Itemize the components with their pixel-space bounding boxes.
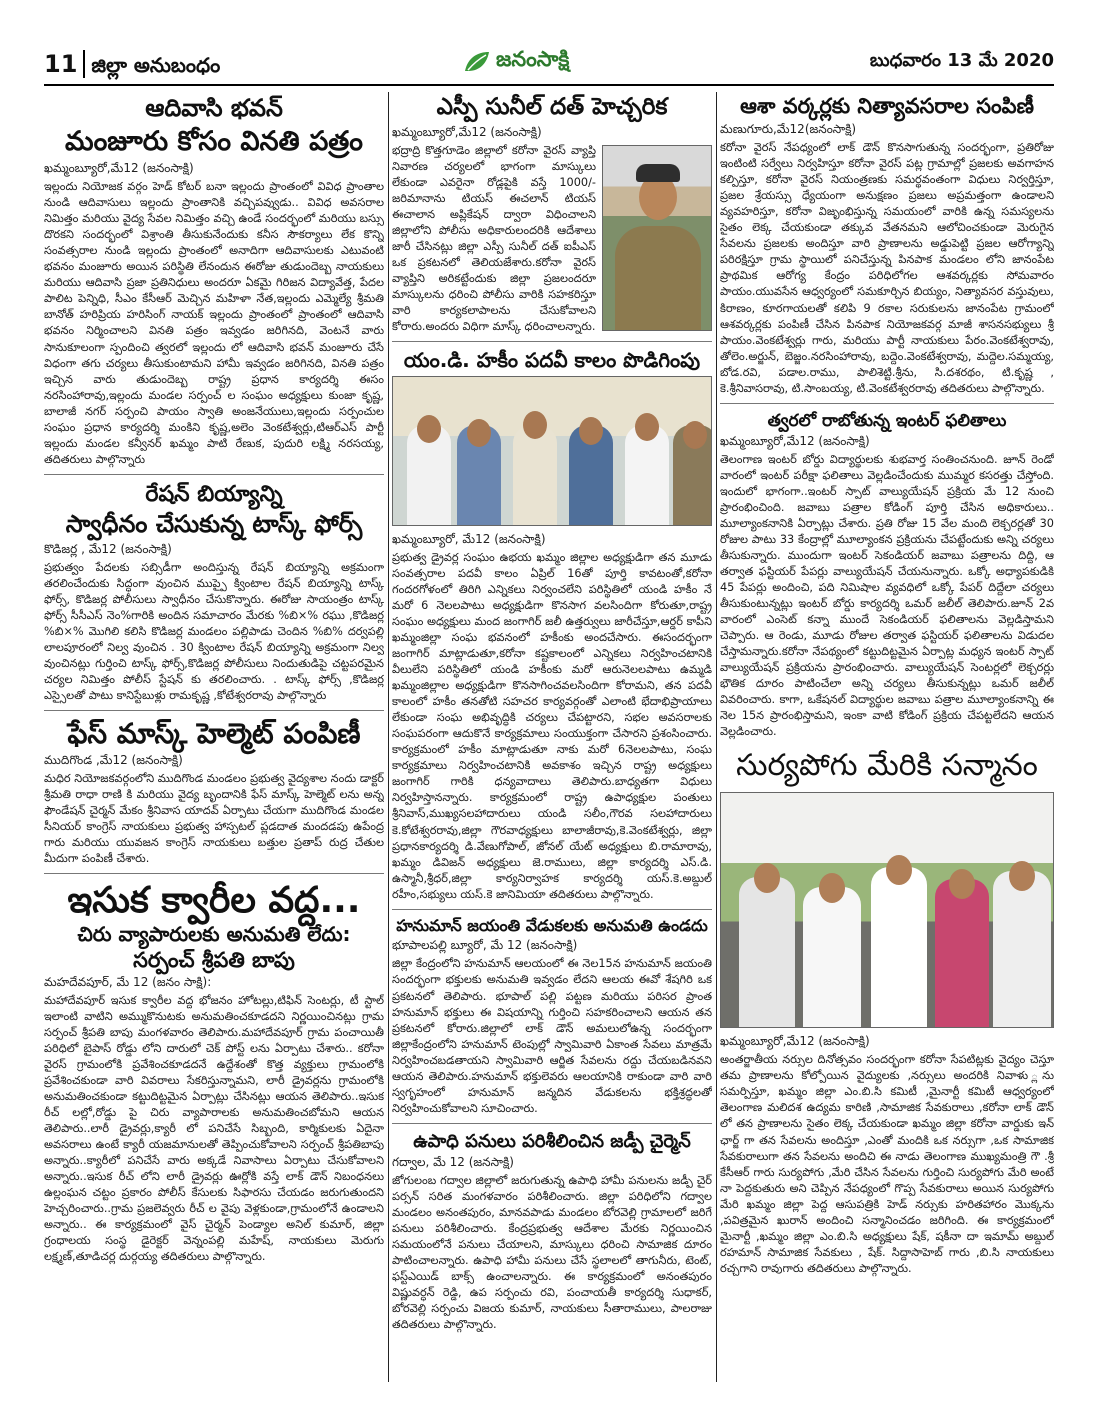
article-adivasi-bhavan [44, 94, 384, 468]
headline: ఆదివాసి భవన్ [145, 94, 283, 122]
dateline: ఖమ్మంబ్యూరో,మే12 (జనంసాక్షి) [720, 1034, 870, 1049]
brand-logo [462, 44, 632, 80]
dateline: ముదిగొండ ,మే12 (జనంసాక్షి) [44, 752, 183, 767]
sub-headline: సర్పంచ్ శ్రీపతి బాపు [133, 947, 295, 972]
leaf-logo-icon [462, 49, 492, 75]
headline: ఎస్పీ సునీల్ దత్ హెచ్చరిక [436, 94, 668, 120]
article-inter-results [720, 410, 1054, 741]
felicitation-photo [720, 792, 1054, 1028]
separator [44, 474, 384, 475]
separator [392, 909, 712, 910]
headline: సుర్యపోగు మేరికి సన్మానం [736, 748, 1038, 784]
section-name: జిల్లా అనుబంధం [91, 53, 221, 77]
article-body: ప్రభుత్వం పేదలకు సబ్సిడీగా అందిస్తున్న రేషన్ బియ్యాన్ని అక్రమంగా తరలించేందుకు సిద్ధంగా వుంచిన ముప్పై క్వింటాల రేషన్ బియ్యాన్ని టాస్క్ ఫోర్స్, కొడిజర్ల పోలీసులు స్వాధీనం చేసుకొన్నారు. ఈరోజు సాయంత్రం టాస్క్ ఫోర్స్ సీసీఎస్ నెం%గారికి అందిన సమాచారం మేరకు %బి×% రఘు ,కొడిజర్ల %బి×% మొగిలి కలిసి కొడిజర్ల మండలం పల్లిపాడు చెందిన %బి% దర్వపల్లి లాలపూరంలో నిల్వ వుంచిన . 30 క్వింటాల రేషన్ బియ్యాన్ని అక్రమంగా నిల్వ వుంచినట్లు గుర్తించి టాస్క్ ఫోర్స్,కొడిజర్ల పోలీసులు నిందుతుడిపై చట్టపరమైన చర్యల నిమిత్తం పోలీస్ స్టేషన్ కు తరలించారు. . టాస్క్ ఫోర్స్ ,కొడిజర్ల ఎస్సైలతో పాటు కానిస్టేబుళ్లు రామకృష్ణ ,కోటేశ్వరరావు పాల్గొన్నారు [44, 561, 384, 703]
sub-headline: చిరు వ్యాపారులకు అనుమతి లేదు: [77, 921, 351, 946]
headline: త్వరలో రాబోతున్న ఇంటర్ ఫలితాలు [767, 410, 1007, 431]
article-body: జోగులంబ గద్వాల జిల్లాలో జరుగుతున్న ఉపాధి హామీ పనులను జడ్పీ చైర్ పర్సన్ సరిత మంగళవారం పరిశీలించారు. జిల్లా పరిధిలోని గద్వాల మండలం అనంతపురం, మానవపాడు మండలం బోరవెల్లి గ్రామాలలో జరిగే పనులు పరిశీలించారు. కేంద్రప్రభుత్వ ఆదేశాల మేరకు నిర్ణయించిన సమయంలోనే పనులు చేయాలని, మాస్కులు ధరించి సామాజిక దూరం పాటించాలన్నారు. ఉపాధి హామీ పనులు చేసే స్థలాలలో తాగునీరు, టెంట్, ఫస్ట్ఎయిడ్ బాక్స్ ఉంచాలన్నారు. ఈ కార్యక్రమంలో అనంతపురం విష్ణువర్ధన్ రెడ్డి, ఉప సర్పంచు రవి, పంచాయతీ కార్యదర్శి సుధాకర్, బోరవెల్లి సర్పంచు విజయ కుమార్, నాయకులు సీతారాములు, పాలరాజు తదితరులు పాల్గొన్నారు. [392, 1174, 712, 1332]
dateline: మహదేవపూర్, మే 12 (జనం సాక్షి): [44, 974, 212, 989]
article-body: కరోనా వైరస్ నేపధ్యంలో లాక్ డౌన్ కొనసాగుతున్న సందర్భంగా, ప్రతిరోజు ఇంటింటి సర్వేలు నిర్వహిస్తూ కరోనా వైరస్ పట్ల గ్రామాల్లో ప్రజలకు అవగాహన కల్పిస్తూ, కరోనా వైరస్ నియంత్రణకు సమర్థవంతంగా విధులు నిర్వర్తిస్తూ, ప్రజల శ్రేయస్సు ధ్యేయంగా అనుక్షణం ప్రజలు అప్రమత్తంగా ఉండాలని వ్యవహరిస్తూ, కరోనా విజృంభిస్తున్న సమయంలో వారికి ఉన్న సమస్యలను సైతం లెక్క చేయకుండా తక్కువ వేతనమని ఆలోచించకుండా మెరుగైన సేవలను ప్రజలకు అందిస్తూ వారి ప్రాణాలను అడ్డుపెట్టి ప్రజల ఆరోగ్యాన్ని పరిరక్షిస్తూ గ్రామ స్థాయిలో పనిచేస్తున్న పినపాక మండలం లోని జానంపేట ప్రాథమిక ఆరోగ్య కేంద్రం పరిధిలోగల ఆశవర్కర్లకు సోమవారం పాయం.యువసేన ఆధ్వర్యంలో సమకూర్చిన బియ్యం, నిత్యావసర వస్తువులు, కిరాణం, కూరగాయలతో కలిపి 9 రకాల సరుకులను జానంపేట గ్రామంలో ఆశవర్కర్లకు పంపిణీ చేసిన పినపాక నియోజకవర్గ మాజీ శాసనసభ్యులు శ్రీ పాయం.వెంకటేశ్వర్లు గారు, మరియు పార్టీ నాయకులు పేరం.వెంకటేశ్వరావు, తోలెం.అర్జున్, బెజ్జం.నరసింహారావు, బద్దెం.వెంకటేశ్వరావు, మద్దెల.సమ్మయ్య, బోడ.రవి, పడాల.రాము, పాలిశెట్టి.శ్రీను, సి.దశరథం, టి.కృష్ణ , కె.శ్రీనివాసరావు, టి.సాంబయ్య, టి.వెంకటేశ్వరరావు తదితరులు పాల్గొన్నారు. [720, 141, 1054, 395]
dateline: ఖమ్మంబ్యూరో,మే12 (జనంసాక్షి) [44, 161, 194, 176]
headline: యం.డి. హకీం పదవీ కాలం పొడిగింపు [403, 347, 701, 372]
article-body: జిల్లా కేంద్రంలోని హనుమాన్ ఆలయంలో ఈ నెల15న హనుమాన్ జయంతి సందర్భంగా భక్తులకు అనుమతి ఇవ్వడం లేదని ఆలయ ఈవో శేషగిరి ఒక ప్రకటనలో తెలిపారు. భూపాల్ పల్లి పట్టణ మరియు పరిసర ప్రాంత హనుమాన్ భక్తులు ఈ విషయాన్ని గుర్తించి సహకరించాలని ఆయన తన ప్రకటనలో కోరారు.జిల్లాలో లాక్ డౌన్ అమలులోఉన్న సందర్భంగా జిల్లాకేంద్రంలోని హనుమాన్ టెంపుల్లో స్వామివారి ఏకాంత సేవలు మాత్రమే నిర్వహించబడతాయని స్వామివారి ఆర్జిత సేవలను రద్దు చేయబడినవని ఆయన తెలిపారు.హనుమాన్ భక్తులెవరు ఆలయానికి రాకుండా వారి వారి స్వగృహంలో హనుమాన్ జన్మదిన వేడుకలను భక్తిశ్రద్ధలతో నిర్వహించుకోవాలని సూచించారు. [392, 957, 712, 1115]
dateline: మణుగూరు,మే12(జనంసాక్షి) [720, 122, 857, 137]
article-sand-quarry [44, 880, 384, 1265]
brand-name: జనంసాక్షి [496, 47, 570, 71]
meeting-photo [392, 376, 712, 526]
column-1 [44, 92, 384, 1382]
page-section [44, 50, 220, 82]
article-body: భద్రాద్రి కొత్తగూడెం జిల్లాలో కరోనా వైరస్ వ్యాప్తి నివారణ చర్యలలో భాగంగా మాస్కులు లేకుండా ఎవరైనా రోడ్లపైకి వస్తే 1000/- జరిమానాను టియస్ ఈచలాన్ టియస్ ఈచాలాన అప్లికేషన్ ద్వారా విధించాలని జిల్లాలోని పోలీసు అధికారులందరికి ఆదేశాలు జారీ చేసినట్లు జిల్లా ఎస్పీ సునీల్ దత్ ఐపీఎస్ ఒక ప్రకటనలో తెలియజేశారు.కరోనా వైరస్ వ్యాప్తిని అరికట్టేందుకు జిల్లా ప్రజలందరూ మాస్కులను ధరించి పోలీసు వారికి సహకరిస్తూ వారి కార్యకలాపాలను చేసుకోవాలని కోరారు.అందరు విధిగా మాస్క్ ధరించాలన్నారు. [392, 143, 596, 333]
article-body: ఇల్లందు నియోజక వర్గం హెడ్ కోటర్ బనా ఇల్లందు ప్రాంతంలో వివిధ ప్రాంతాల నుండి ఆదివాసులు ఇల్లందు ప్రాంతానికి వచ్చిపవ్వుడు.. వివిధ అవసరాల నిమిత్తం మరియు వైద్య సేవల నిమిత్తం వచ్చి ఉండే సందర్భంలో మరియు బస్సు దొరకని సందర్భంలో విశ్రాంతి తీసుకునేందుకు కనీస సౌకర్యాలు లేక కొన్ని సంవత్సరాల నుండి ఇల్లందు ప్రాంతంలో అనాదిగా ఆదివాసులకు ఎటువంటి భవనం మంజూరు అయిన పరిస్థితి లేనందున ఈరోజు తుడుందెబ్బ నాయకులు మరియు ఆదివాసి ప్రజా ప్రతినిధులు అందరూ ఏకమై గిరిజన విద్యావేత్త, పేదల పాలిట పెన్నిధి, సీఎం కేసీఆర్ మెచ్చిన మహిళా నేత,ఇల్లందు ఎమ్మెల్యే శ్రీమతి బానోత్ హరిప్రియ హరిసింగ్ నాయక్ ఇల్లందు ప్రాంతంలో ప్రాంతంలో ఆదివాసి భవనం నిర్మించాలని వినతి పత్రం ఇవ్వడం జరిగినది, వెంటనే వారు సానుకూలంగా స్పందించి త్వరలో ఇల్లందు లో ఆదివాసి భవన్ మంజూరు చేసే విధంగా తగు చర్యలు తీసుకుంటామని హామీ ఇవ్వడం జరిగినది, వినతి పత్రం ఇచ్చిన వారు తుడుందెబ్బ రాష్ట్ర ప్రధాన కార్యదర్శి ఈసం నరసింహారావు,ఇల్లందు మండల సర్పంచ్ ల సంఘం అధ్యక్షులు కుంజా కృష్ణ, బాలాజీ నగర్ సర్పంచి పాయం స్వాతి అంజనేయులు,ఇల్లందు సర్పంచుల సంఘం ప్రధాన కార్యదర్శి మంకిని కృష్ణ,అలెం వెంకటేశ్వర్లు,టిఆర్ఎస్ పార్టీ ఇల్లందు మండల కన్వీనర్ ఖమ్మం పాటి రేణుక, పుదురి లక్ష్మి నరసయ్య, తదితరులు పాల్గొన్నారు [44, 180, 384, 466]
headline: ఉపాధి పనులు పరిశీలించిన జడ్పీ చైర్మెన్ [413, 1130, 691, 1152]
article-asha-workers [720, 94, 1054, 397]
article-body: మధిర నియోజకవర్గంలోని ముదిగొండ మండలం ప్రభుత్వ వైద్యశాల నందు డాక్టర్ శ్రీమతి రాధా రాణి కి మరియు వైద్య బృందానికి ఫేస్ మాస్క్ హెల్మెట్ లను అన్న ఫౌండేషన్ చైర్మన్ మేకం శ్రీనివాస యాదవ్ ఏర్పాటు చేయగా ముదిగొండ మండల సీనియర్ కాంగ్రెస్ నాయకులు ప్రభుత్వ హాస్పటల్ ప్లడదాత మందడపు ఉపేంద్ర గారు మరియు యువజన కాంగ్రెస్ నాయకులు బత్తుల ప్రతాప్ రుద్ర చేతుల మీదుగా పంపిణీ చేశారు. [44, 771, 384, 866]
headline: ఆశా వర్కర్లకు నిత్యావసరాల సంపిణీ [740, 94, 1034, 118]
headline: ఇసుక క్వారీల వద్ద... [67, 880, 361, 922]
column-2 [392, 92, 712, 1382]
article-body: అంతర్జాతీయ నర్సుల దినోత్సవం సందర్భంగా కరోనా సేపటిట్లకు వైద్యం చెస్తూ తమ ప్రాణాలను కోల్పోయిన వైద్యులకు ,నర్సులు అందరికి నివాళు ్లను సమర్పిస్తూ, ఖమ్మం జిల్లా ఎం.బి.సి కమిటీ ,మైనార్టీ కమిటీ ఆధ్వర్యంలో తెలంగాణ మలిదశ ఉద్యమ కారిణి ,సామాజిక సేవకురాలు ,కరోనా లాక్ డౌన్ లో తన ప్రాణాలను సైతం లెక్క చేయకుండా ఖమ్మం జిల్లా కరోనా వార్డుకు ఇన్ ఛార్జ్ గా తన సేవలను అందిస్తూ ,ఎంతో మందికి ఒక నర్సుగా ,ఒక సామాజిక సేవకురాలుగా తన సేవలను అందిచి ఈ నాడు తెలంగాణ ముఖ్యమంత్రి గౌ .శ్రీ కేసీఆర్ గారు సుర్యపోగు ,మేరి చేసిన సేవలను గుర్తించి సుర్యపోగు మేరి అంటే నా పెద్దకుతురు అని చెప్పిన నేపధ్యంలో గొప్ప సేవకురాలు అయిన సుర్యపోగు మేరి ఖమ్మం జిల్లా పెద్ద ఆసుపత్రికి హెడ్ నర్సుకు హరితహారం మొక్కను ,పవిత్రమైన ఖురాన్ అందించి సన్మానించడం జరిగింది. ఈ కార్యక్రమంలో మైనార్టీ ,ఖమ్మం జిల్లా ఎం.బి.సి అధ్యక్షులు షేక్, షకీనా దా ఇమామ్ అబ్దుల్ రహమాన్ సామాజిక సేవకులు , షేక్. సిద్దాసాహెబ్ గారు ,బి.సి నాయకులు రచ్చగాని రావుగారు తదితరులు పాల్గొన్నారు. [720, 1053, 1054, 1275]
separator [720, 403, 1054, 404]
page-number: 11 [44, 50, 85, 78]
article-mary-felicitation [720, 748, 1054, 1276]
masthead [44, 44, 1054, 86]
separator [392, 341, 712, 342]
dateline: ఖమ్మంబ్యూరో,మే12 (జనంసాక్షి) [720, 433, 870, 448]
article-hakeem-tenure [392, 348, 712, 903]
dateline: కొడిజర్ల , మే12 (జనంసాక్షి) [44, 542, 172, 557]
column-divider [388, 92, 389, 1382]
separator [44, 710, 384, 711]
article-ration-rice [44, 481, 384, 705]
headline: హనుమాన్ జయంతి వేడుకలకు అనుమతి ఉండదు [396, 915, 708, 935]
separator [392, 1123, 712, 1124]
article-upadhi-works [392, 1130, 712, 1334]
headline: ఫేస్ మాస్క్ హెల్మెట్ పంపిణీ [67, 717, 361, 751]
article-body: ప్రభుత్వ డ్రైవర్ల సంఘం ఉభయ ఖమ్మం జిల్లాల అధ్యక్షుడిగా తన మూడు సంవత్సరాల పదవీ కాలం ఏప్రిల్ 16తో పూర్తి కావటంతో,కరోనా గందరగోళంలో తిరిగి ఎన్నికలు నిర్వంచలేని పరిస్థితిలో యండి హకీం నే మరో 6 నెలలపాటు అధ్యక్షుడిగా కొనసాగ వలసిందిగా కోరుతూ,రాష్ట్ర సంఘం అధ్యక్షులు మంద జంగాగిర్ జలీ ఉత్తర్వులు జారీచేస్తూ,ఆర్డర్ కాపీని ఖమ్మంజిల్లా సంఘ భవనంలో హకీంకు అందచేసారు. ఈసందర్భంగా జంగాగిర్ మాట్లాడుతూ,కరోనా కష్టకాలంలో ఎన్నికలు నిర్వహించటానికి వీలులేని పరిస్థితిలో యండి హకీంకు మరో ఆరునెలలపాటు ఉమ్మడి ఖమ్మంజిల్లాల అధ్యక్షుడిగా కొనసాగించవలసిందిగా కోరామని, తన పదవీ కాలంలో హకీం తనతోటి సహచర కార్యవర్గంతో ఎలాంటి భేదాభిప్రాయాలు లేకుండా సంఘ అభివృద్ధికి చర్యలు చేపట్టారని, సభల అవసరాలకు సంఘపరంగా ఆదుకొనే కార్యక్రమాలు సంయుక్తంగా చేసారని ప్రశంసించారు. కార్యక్రమంలో హకీం మాట్లాడుతూ నాకు మరో 6నెలలపాటు, సంఘ కార్యక్రమాలు నిర్వహించటానికి అవకాశం ఇచ్చిన రాష్ట్ర అధ్యక్షులు జంగాగిర్ గారికి ధన్యవాదాలు తెలిపారు.బాధ్యతగా విధులు నిర్వహిస్తానన్నారు. కార్యక్రమంలో రాష్ట్ర ఉపాధ్యక్షుల పంతులు శ్రీనివాస్,ముఖ్యసలహాదారులు యండి సలీం,గౌరవ సలహాదారులు కె.కోటేశ్వరరావు,జిల్లా గౌరవాధ్యక్షులు బాలాజీరావు,కె.వెంకటేశ్వర్లు, జిల్లా ప్రధానకార్యదర్శి డి.వేణుగోపాల్, జోనల్ యేట్ అధ్యక్షులు బి.రామారావు, ఖమ్మం డివిజన్ అధ్యక్షులు జె.రాములు, జిల్లా కార్యదర్శి ఎస్.డి. ఉస్మానీ,శ్రీధర్,జిల్లా కార్యనిర్వాహక కార్యదర్శి యస్.కె.అబ్దుల్ రహీం,సభ్యులు యస్.కె జానిమియా తదితరులు పాల్గొన్నారు. [392, 550, 712, 901]
article-face-mask [44, 717, 384, 867]
dateline: ఖమ్మంబ్యూరో, మే12 (జనంసాక్షి) [392, 531, 546, 546]
separator [44, 873, 384, 874]
issue-date: బుధవారం 13 మే 2020 [869, 50, 1054, 71]
column-3 [720, 92, 1054, 1382]
article-hanuman-jayanti [392, 916, 712, 1117]
article-body: మహాదేవపూర్ ఇసుక క్వారీల వద్ద భోజనం హోటల్లు,టిఫిన్ సెంటర్లు, టీ స్టాల్ ఇలాంటి వాటిని అమ్ముకొనుటకు అనుమతించకూడదని నిర్ణయించినట్లు గ్రామ సర్పంచ్ శ్రీపతి బాపు మంగళవారం తెలిపారు.మహాదేవపూర్ గ్రామ పంచాయితీ పరిధిలో బైపాస్ రోడ్డు లోని దారులో చెక్ పోస్ట్ లను ఏర్పాటు చేశారు.. కరోనా వైరస్ గ్రామంలోకి ప్రవేశించకూడదనే ఉద్దేశంతో కొత్త వ్యక్తులు గ్రామంలోకి ప్రవేశించకుండా వారి వివరాలు సేకరిస్తున్నామని, లారీ డ్రైవర్లను గ్రామంలోకి అనుమతించకుండా కట్టుదిట్టమైన ఏర్పాట్లు చేసినట్లు ఆయన తెలిపారు..ఇసుక రీచ్ లల్లో,రోడ్డు పై చిరు వ్యాపారాలకు అనుమతించబోమని ఆయన తెలిపారు..లారీ డ్రైవర్లు,క్యారీ లో పనిచేసే సిబ్బంది, కార్మికులకు ఏదైనా అవసరాలు ఉంటే క్యారీ యజమానులతో తెప్పించుకోవాలని సర్పంచ్ శ్రీపతిబాపు అన్నారు..క్యారీలో పనిచేసే వారు అక్కడే నివాసాలు ఏర్పాటు చేసుకోవాలని అన్నారు..ఇసుక రీచ్ లోని లారీ డ్రైవర్లు ఊర్లోకి వస్తే లాక్ డౌన్ నిబంధనలు ఉల్లంఘన చట్టం ప్రకారం పోలీస్ కేసులకు సిఫారసు చేయడం జరుగుతుందని హెచ్చరించారు..గ్రామ ప్రజలెవ్వరు రీచ్ ల వైపు వెళ్లకుండా,గ్రామంలోనే ఉండాలని అన్నారు.. ఈ కార్యక్రమంలో వైస్ చైర్మన్ పెండ్యాల అనిల్ కుమార్, జిల్లా గ్రంధాలయ సంస్థ డైరెక్టర్ వెన్నంపల్లి మహేష్, నాయకులు మెరుగు లక్ష్మణ్,తూడిచర్ల దుర్గయ్య తదితరులు పాల్గొన్నారు. [44, 993, 384, 1264]
dateline: ఖమ్మంబ్యూరో,మే12 (జనంసాక్షి) [392, 124, 542, 139]
sp-portrait-photo [602, 145, 712, 331]
headline: మంజూరు కోసం వినతి పత్రం [65, 125, 363, 157]
headline: స్వాధీనం చేసుకున్న టాస్క్ ఫోర్స్ [65, 510, 363, 539]
headline: రేషన్ బియ్యాన్ని [145, 481, 283, 507]
dateline: గద్వాల, మే 12 (జనసాక్షి) [392, 1155, 514, 1170]
article-sp-warning [392, 94, 712, 335]
article-body: తెలంగాణ ఇంటర్ బోర్డు విద్యార్థులకు శుభవార్త సంతించనుంది. జూన్ రెండో వారంలో ఇంటర్ పరీక్షా ఫలితాలు వెల్లడించేందుకు ముమ్మర కసరత్తు చేస్తోంది. ఇందులో భాగంగా..ఇంటర్ స్పాట్ వాల్యుయేషన్ ప్రక్రియ మే 12 నుంచి ప్రారంభించింది. జవాబు పత్రాల కోడింగ్ పూర్తి చేసిన అధికారులు.. మూల్యాంకనానికి ఏర్పాట్లు చేశారు. ప్రతి రోజు 15 వేల మంది లెక్చరర్లతో 30 రోజుల పాటు 33 కేంద్రాల్లో మూల్యాంకన ప్రక్రియను చేపట్టేందుకు అన్ని చర్యలు తీసుకున్నారు. ముందుగా ఇంటర్ సెకండియర్ జవాబు పత్రాలను దిద్ది, ఆ తర్వాత ఫస్టియర్ పేపర్లు వాల్యుయేషన్ చేయనున్నారు. ఒక్కో అధ్యాపకుడికి 45 పేపర్లు అందించి, పది నిమిషాల వ్యవధిలో ఒక్కో పేపర్ దిద్దేలా చర్యలు తీసుకుంటున్నట్లు ఇంటర్ బోర్డు కార్యదర్శి ఒమర్ జలీల్ తెలిపారు.జూన్ 2వ వారంలో ఎంసెట్ కన్నా ముందే సెకండియర్ ఫలితాలను వెల్లడిస్తామని చెప్పారు. ఆ రెండు, మూడు రోజుల తర్వాత ఫస్టియర్ ఫలితాలను విడుదల చేస్తామన్నారు.కరోనా నేపథ్యంలో కట్టుదిట్టమైన ఏర్పాట్ల మధ్యన ఇంటర్ స్పాట్ వాల్యుయేషన్ ప్రక్రియను ప్రారంభించారు. వాల్యుయేషన్ సెంటర్లలో లెక్చరర్లు భౌతిక దూరం పాటించేలా అన్ని చర్యలు తీసుకున్నట్లు ఒమర్ జలీల్ వివరించారు. కాగా, ఒకేషనల్ విద్యార్థుల జవాబు పత్రాల మూల్యాంకనాన్ని ఈ నెల 15న ప్రారంభిస్తామని, ఇంకా వాటి కోడింగ్ ప్రక్రియ చేపట్టలేదని ఆయన వెల్లడించారు. [720, 452, 1054, 739]
column-divider [716, 92, 717, 1382]
dateline: భూపాలపల్లి బ్యూరో, మే 12 (జనంసాక్షి) [392, 938, 578, 953]
